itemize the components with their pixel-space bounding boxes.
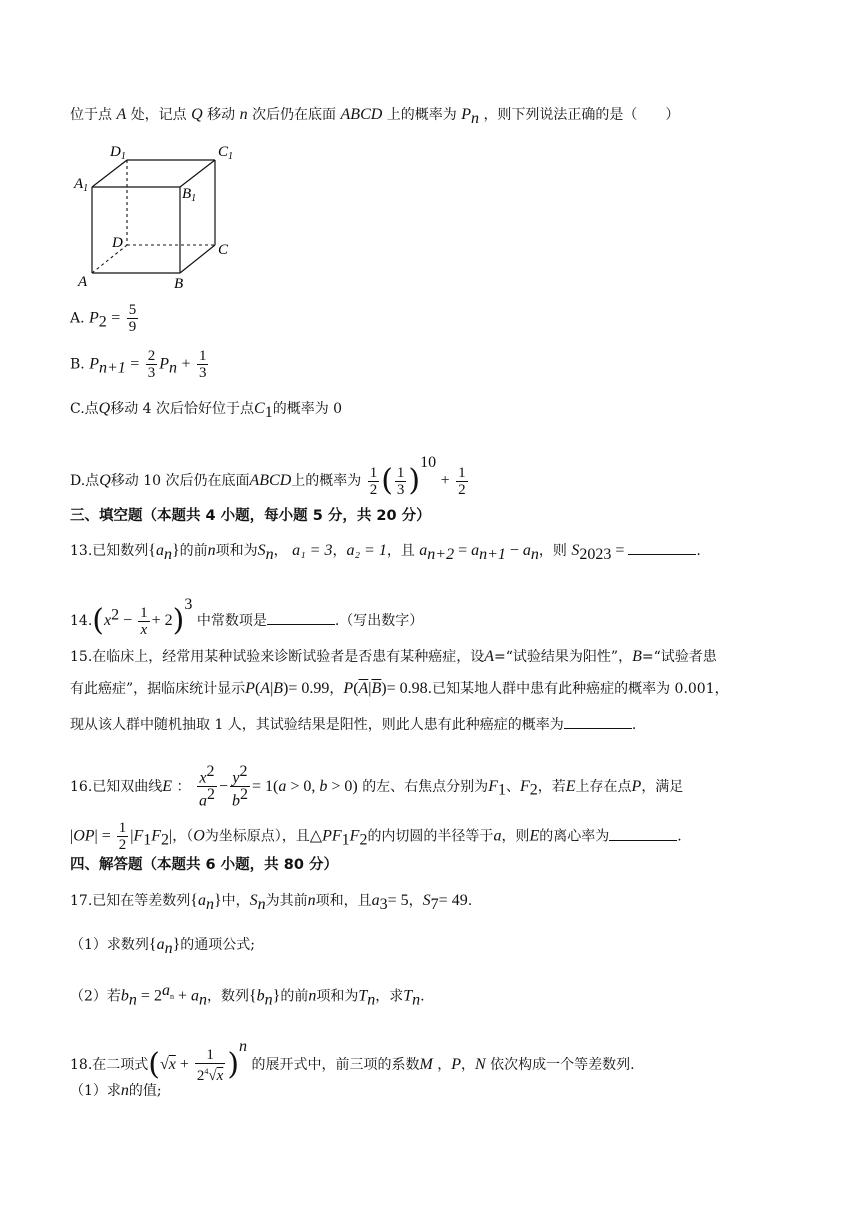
label-c1: $C_1$ <box>218 144 234 162</box>
question-17-part-2: （2）若$b_n = 2^{a_n} + a_n$，数列$\{b_n\}$的前n项和为$T_n$，求$T_n$. <box>70 982 425 1009</box>
answer-blank-13 <box>628 540 696 555</box>
label-a: A <box>78 274 88 290</box>
answer-blank-15 <box>564 714 632 729</box>
answer-blank-16 <box>609 826 677 841</box>
question-14: $14.(x^2$ − $\frac{1}{x}$ + 2)$^3$ 中常数项是 .（写出数字） <box>70 596 424 638</box>
label-b1: $B_1$ <box>182 186 197 204</box>
label-d: D <box>112 235 123 251</box>
question-16-line-2: |OP| = $\frac{1}{2}$ $|F_1F_2|$，（O为坐标原点），且$\triangle PF_1F_2$的内切圆的半径等于a，则E的离心率为 . <box>70 820 682 853</box>
option-c: C.点Q移动 4 次后恰好位于点$C_1$的概率为 0 <box>70 400 343 421</box>
section-3-title: 三、填空题（本题共 4 小题，每小题 5 分，共 20 分） <box>70 508 431 524</box>
label-b: B <box>174 276 184 292</box>
label-a1: $A_1$ <box>74 176 89 194</box>
question-12-stem: 位于点 A 处，记点 Q 移动 n 次后仍在底面 ABCD 上的概率为 $P_n$ ，则下列说法正确的是（ ） <box>70 106 680 127</box>
question-18: 18.在二项式(√x + $\frac{1}{2^4√x}$ )$^n$ 的展开式中，前三项的系数M ，P，N 依次构成一个等差数列. <box>70 1038 635 1084</box>
question-16-line-1: 16.已知双曲线E ： $\frac{x^2}{a^2}$ − $\frac{y^2}{b^2}$ = 1(a > 0, b > 0) 的左、右焦点分别为$F_1$、$F_2$，若E上存在点P，满足 <box>70 763 684 810</box>
option-a: A. $P_2$ = $\frac{5}{9}$ <box>70 302 137 335</box>
label-c: C <box>218 242 229 258</box>
question-15-line-1: 15.在临床上，经常用某种试验来诊断试验者是否患有某种癌症，设A=“试验结果为阳性”，B=“试验者患 <box>70 648 717 665</box>
question-17: 17.已知在等差数列$\{a_n\}$中，$S_n$为其前n项和，且$a_3= 5$，$S_7= 49$. <box>70 892 473 913</box>
option-d: D.点Q移动 10 次后仍在底面ABCD上的概率为 $\frac{1}{2}$ ( $\frac{1}{3}$ )$^{10}$ + $\frac{1}{2}$ <box>70 454 466 498</box>
answer-blank-14 <box>267 610 335 625</box>
fraction-5-9: $\frac{5}{9}$ <box>128 302 137 335</box>
question-17-part-1: （1）求数列$\{a_n\}$的通项公式; <box>70 936 256 957</box>
question-13: 13.已知数列$\{a_n\}$的前n项和为$S_n$， a₁ = 3，a₂ = 1，且 $a_{n+2} = a_{n+1} - a_n$，则 $S_{2023}$ = . <box>70 542 701 563</box>
question-15-line-2: 有此癌症”，据临床统计显示P(A|B)= 0.99，$P(\overline{A}|\overline{B})= 0.98$.已知某地人群中患有此种癌症的概率为 0.001， <box>70 680 729 697</box>
cube-diagram <box>70 140 250 292</box>
label-d1: $D_1$ <box>110 144 126 162</box>
question-18-part-1: （1）求n的值; <box>70 1082 162 1099</box>
question-15-line-3: 现从该人群中随机抽取 1 人，其试验结果是阳性，则此人患有此种癌症的概率为 . <box>70 714 636 736</box>
option-b: B. $P_{n+1}$ = $\frac{2}{3}$ $P_n$ + $\frac{1}{3}$ <box>70 348 207 381</box>
section-4-title: 四、解答题（本题共 6 小题，共 80 分） <box>70 857 338 873</box>
